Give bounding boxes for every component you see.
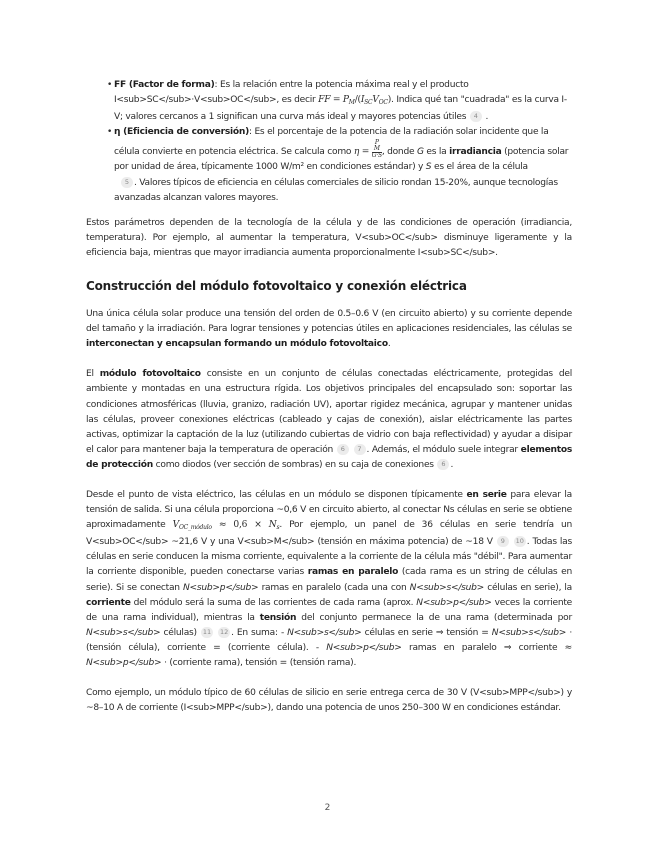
list-item-ff: • FF (Factor de forma): Es la relación entre la potencia máxima real y el producto I<sub>SC</sub>·V<sub>OC</sub>, es decir FF = $P_M/(I_{SC}V_{OC})$. Indica qué tan "cuadrada" es la curva I-V; valores cercanos a 1 significan una curva más ideal y mayores potencias útiles 4 . [114, 78, 572, 125]
citation-ref[interactable]: 9 [497, 536, 509, 547]
term-ff: FF (Factor de forma) [114, 80, 215, 90]
citation-ref[interactable]: 6 [337, 444, 349, 455]
document-page [86, 78, 572, 716]
paragraph-parameters: Estos parámetros dependen de la tecnología de la célula y de las condiciones de operación (irradiancia, temperatura). Por ejemplo, al aumentar la temperatura, V<sub>OC</sub> disminuye ligeramente y la eficiencia baja, mientras que mayor irradiancia aumenta proporcionalmente I<sub>SC</sub>. [86, 217, 572, 258]
citation-ref[interactable]: 10 [515, 537, 524, 546]
paragraph-cell-voltage: Una única célula solar produce una tensión del orden de 0.5–0.6 V (en circuito abierto) y su corriente depende del tamaño y la irradiación. Para lograr tensiones y potencias útiles en aplicaciones residenciales, las células se interconectan y encapsulan formando un módulo fotovoltaico. [86, 309, 572, 350]
formula-efficiency: η [353, 147, 360, 158]
section-heading: Construcción del módulo fotovoltaico y conexión eléctrica [86, 279, 467, 294]
paragraph-module: El módulo fotovoltaico consiste en un conjunto de células conectadas eléctricamente, protegidas del ambiente y montadas en una estructura rígida. Los objetivos principales del encapsulado son: soportar las condiciones atmosféricas (lluvia, granizo, radiación UV), aportar rigidez mecánica, agrupar y mantener unidas las células, proveer conexiones eléctricas (cableado y cajas de conexión), aislar eléctricamente las partes activas, optimizar la captación de la luz (utilizando cubiertas de vidrio con baja reflectividad) y ayudar a disipar el calor para mantener baja la temperatura de operación 6 7 . Además, el módulo suele integrar elementos de protección como diodos (ver sección de sombras) en su caja de conexiones 6 . [86, 369, 572, 470]
citation-ref[interactable]: 12 [219, 627, 229, 636]
citation-ref[interactable]: 7 [354, 444, 366, 455]
page-number: 2 [324, 803, 331, 813]
paragraph-example: Como ejemplo, un módulo típico de 60 células de silicio en serie entrega cerca de 30 V (V<sub>MPP</sub>) y ~8–10 A de corriente (I<sub>MPP</sub>), dando una potencia de unos 250–300 W en condiciones estándar. [86, 688, 572, 714]
citation-ref[interactable]: 11 [202, 627, 212, 636]
citation-ref[interactable]: 5 [121, 177, 133, 188]
formula-module-voltage: $V_{OC\_módulo}$ [172, 520, 212, 532]
list-item-efficiency: • η (Eficiencia de conversión): Es el porcentaje de la potencia de la radiación solar incidente que la célula convierte en potencia eléctrica. Se calcula como η = P M G·S , donde G es la irradiancia (potencia solar por unidad de área, típicamente 1000 W/m² en condiciones estándar) y S es el área de la célula 5 . Valores típicos de eficiencia en células comerciales de silicio rondan 15-20%, aunque tecnologías avanzadas alcanzan valores mayores. [114, 125, 572, 205]
parameter-list [86, 78, 572, 206]
citation-ref[interactable]: 4 [470, 111, 482, 122]
citation-ref[interactable]: 6 [437, 459, 449, 470]
term-efficiency: η (Eficiencia de conversión) [114, 127, 249, 138]
paragraph-electrical: Desde el punto de vista eléctrico, las células en un módulo se disponen típicamente en serie para elevar la tensión de salida. Si una célula proporciona ~0,6 V en circuito abierto, al conectar Ns células en serie se obtiene aproximadamente $V_{OC\_módulo} \approx 0,6 \times N_s$. Por ejemplo, un panel de 36 células en serie tendría un V<sub>OC</sub> ~21,6 V y una V<sub>M</sub> (tensión en máxima potencia) de ~18 V 9 10 . Todas las células en serie conducen la misma corriente, equivalente a la corriente de la célula más "débil". Para aumentar la corriente disponible, pueden conectarse varias ramas en paralelo (cada rama es un string de células en serie). Si se conectan N<sub>p</sub> ramas en paralelo (cada una con N<sub>s</sub> células en serie), la corriente del módulo será la suma de las corrientes de cada rama (aprox. N<sub>p</sub> veces la corriente de una rama individual), mientras la tensión del conjunto permanece la de una rama (determinada por N<sub>s</sub> células) 11 12 . En suma: - N<sub>s</sub> células en serie ⇒ tensión = N<sub>s</sub> · (tensión célula), corriente = (corriente célula). - N<sub>p</sub> ramas en paralelo ⇒ corriente ≈ N<sub>p</sub> · (corriente rama), tensión = (tensión rama). [86, 489, 573, 668]
formula-ff: FF [318, 95, 331, 106]
